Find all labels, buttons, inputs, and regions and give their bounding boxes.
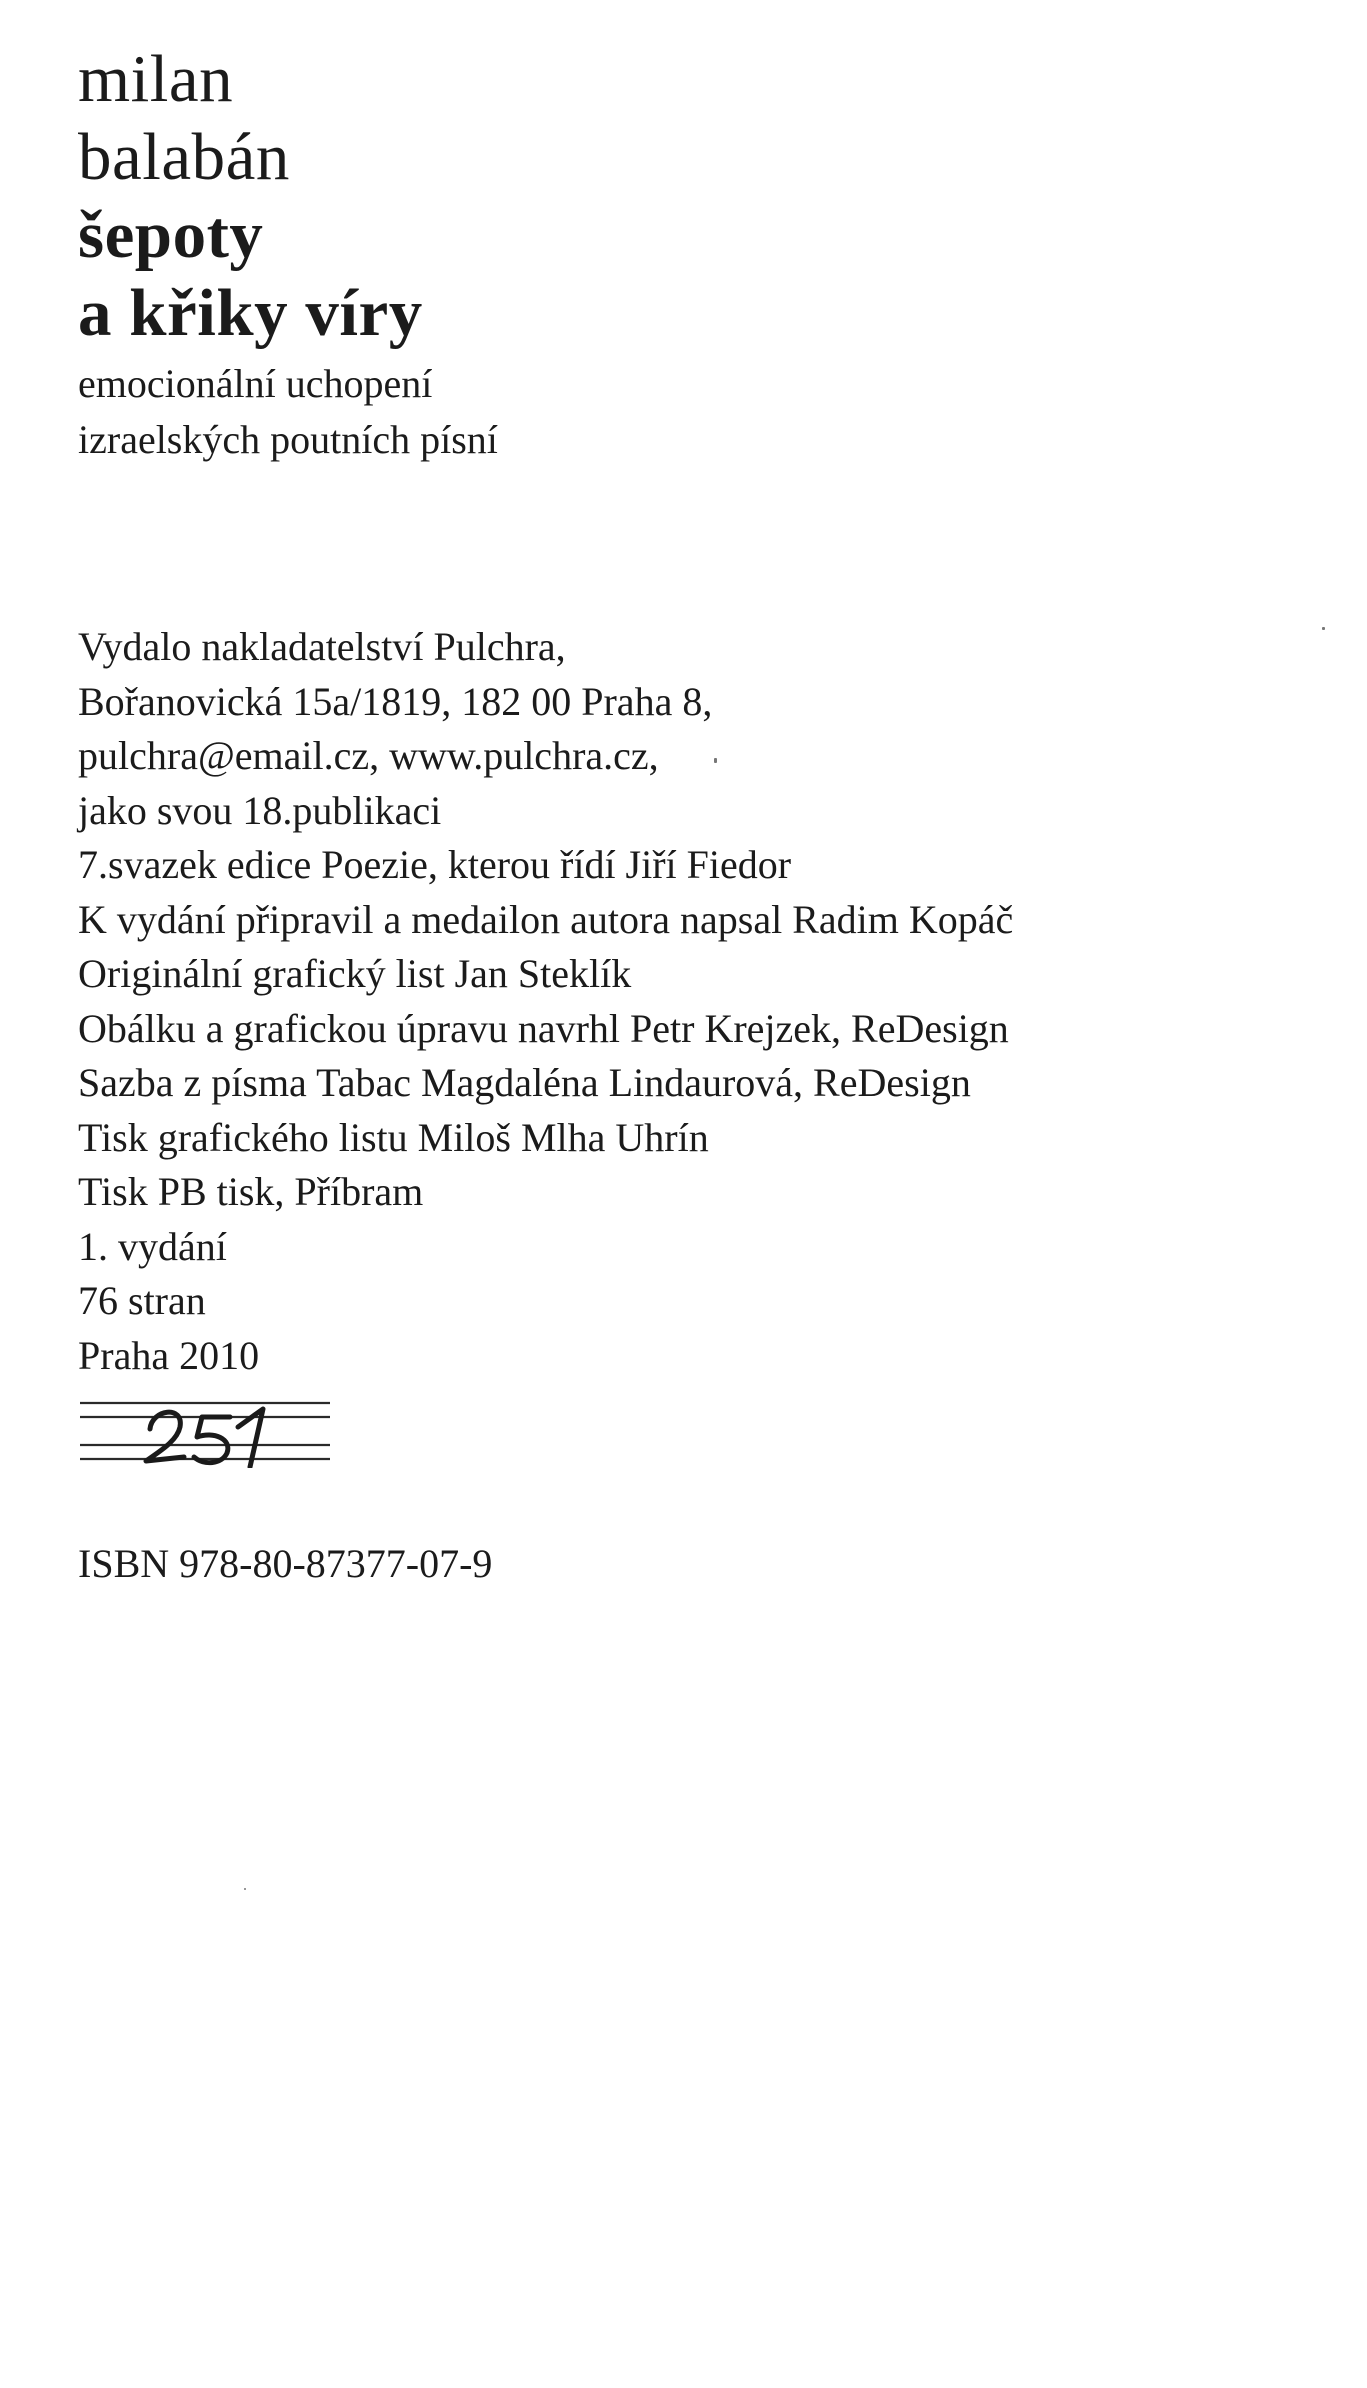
imprint-edition-number: 1. vydání (78, 1223, 227, 1269)
scan-speck (244, 1888, 246, 1890)
imprint-publication-number: jako svou 18.publikaci (78, 787, 442, 833)
imprint-address: Bořanovická 15a/1819, 182 00 Praha 8, (78, 678, 713, 724)
subtitle-line-2: izraelských poutních písní (78, 417, 498, 462)
catalog-number-stamp (80, 1393, 330, 1468)
imprint-publisher: Vydalo nakladatelství Pulchra, (78, 624, 566, 669)
isbn: ISBN 978-80-87377-07-9 (78, 1541, 493, 1586)
title-block (78, 40, 1078, 468)
book-title-line-1: šepoty (78, 198, 264, 272)
imprint-printer: Tisk PB tisk, Příbram (78, 1169, 424, 1214)
imprint-edition: 7.svazek edice Poezie, kterou řídí Jiří Fiedor (78, 842, 792, 887)
imprint-page-count: 76 stran (78, 1278, 206, 1323)
book-title-line-2: a křiky víry (78, 276, 423, 350)
author-last-name: balabán (78, 120, 290, 194)
imprint-graphic-sheet: Originální grafický list Jan Steklík (78, 951, 632, 996)
author-first-name: milan (78, 42, 234, 116)
handwritten-catalog-number (80, 1393, 330, 1468)
subtitle-line-1: emocionální uchopení (78, 361, 433, 406)
imprint (78, 620, 1278, 1383)
subtitle (78, 356, 1078, 468)
imprint-cover-design: Obálku a grafickou úpravu navrhl Petr Krejzek, ReDesign (78, 1005, 1009, 1051)
imprint-place-year: Praha 2010 (78, 1332, 260, 1378)
scan-speck (714, 758, 717, 763)
imprint-graphic-print: Tisk grafického listu Miloš Mlha Uhrín (78, 1114, 709, 1160)
imprint-contact: pulchra@email.cz, www.pulchra.cz, (78, 733, 659, 778)
scan-speck (1322, 627, 1325, 630)
imprint-editor: K vydání připravil a medailon autora napsal Radim Kopáč (78, 896, 1014, 942)
imprint-typesetting: Sazba z písma Tabac Magdaléna Lindaurová, ReDesign (78, 1060, 971, 1105)
